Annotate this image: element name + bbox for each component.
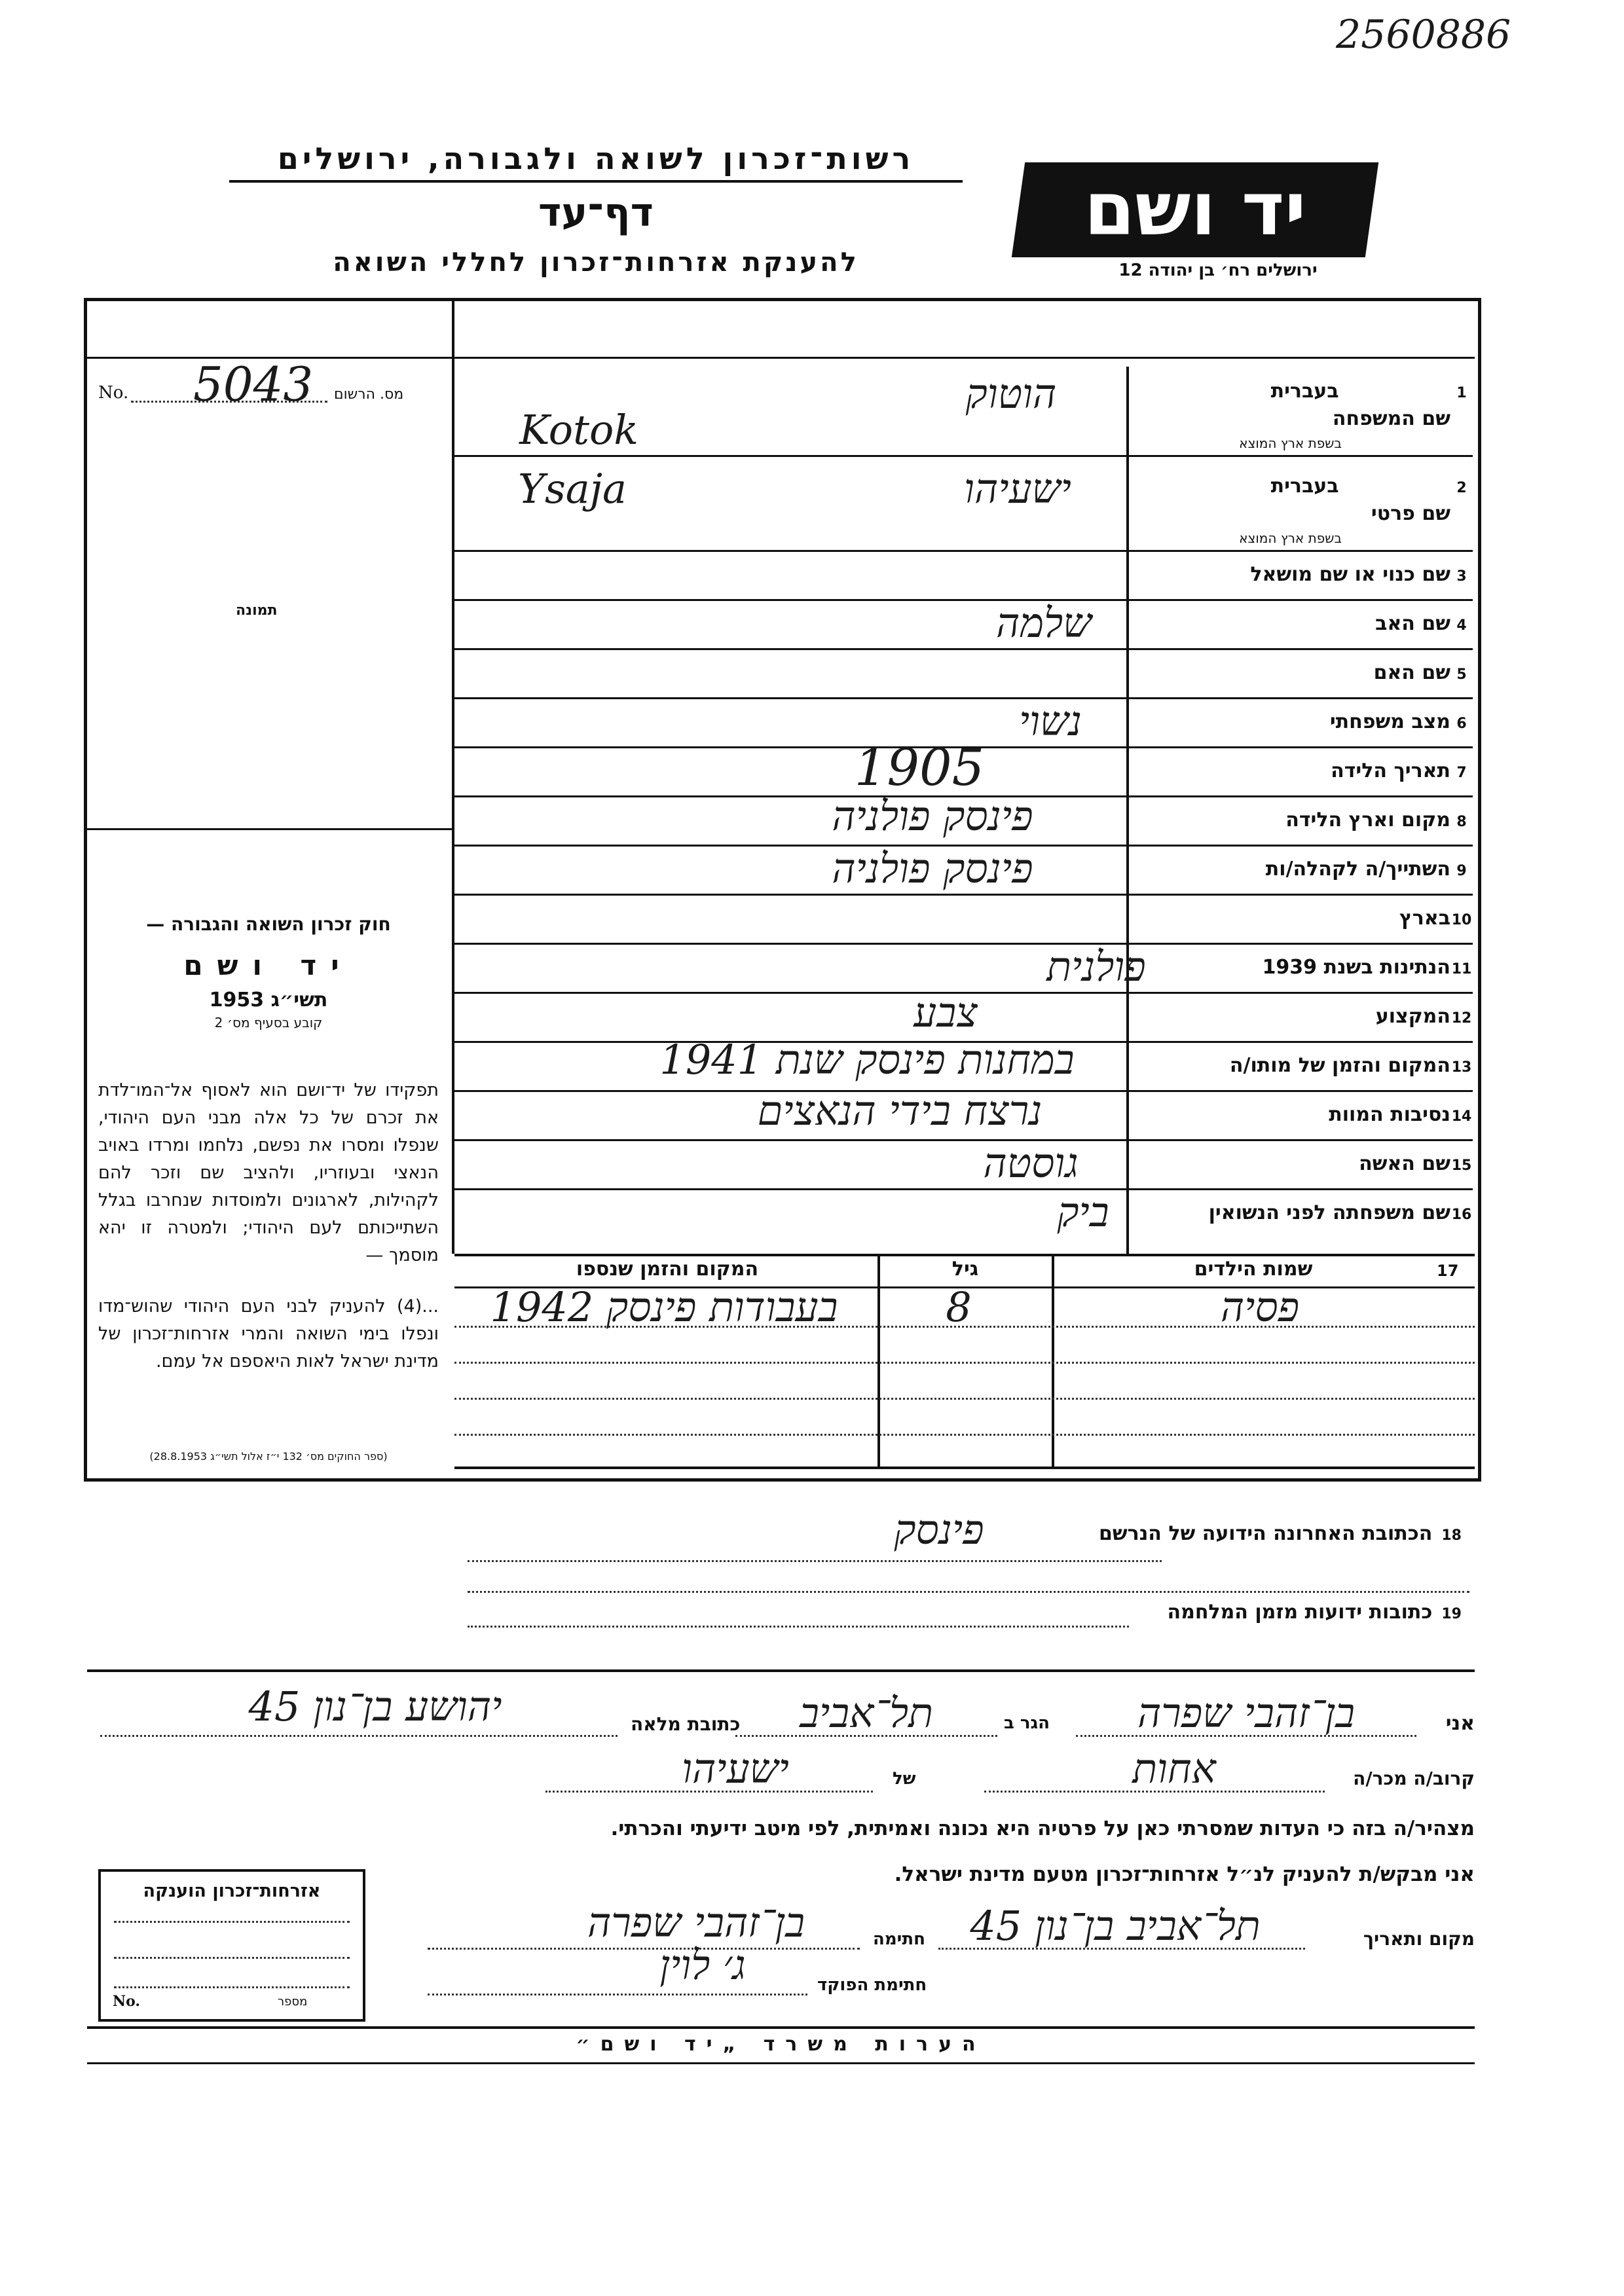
registration-no-label-he: מס. הרשום	[334, 386, 404, 403]
field-18-label: 18הכתובת האחרונה הידועה של הנרשם	[1099, 1522, 1462, 1545]
decl-place-date-label: מקום ותאריך	[1363, 1928, 1475, 1950]
law-source: (ספר החוקים מס׳ 132 י״ז אלול תשי״ג 28.8.1953)	[149, 1450, 388, 1463]
field-2-value-he: ישעיהו	[964, 465, 1071, 513]
field-5-label: 5שם האם	[1373, 661, 1467, 684]
form-title: דף־עד	[538, 190, 654, 236]
decl-place-date: תל־אביב בן־נון 45	[970, 1902, 1261, 1950]
addresses-area	[454, 1470, 1475, 1653]
decl-full-address-label: כתובת מלאה	[631, 1713, 741, 1735]
decl-signature-label: חתימה	[873, 1929, 925, 1949]
field-18-value: פינסק	[894, 1506, 984, 1554]
field-1-sub-local: בשפת ארץ המוצא	[1239, 435, 1342, 451]
decl-relation: אחות	[1132, 1745, 1216, 1793]
form-subtitle: להענקת אזרחות־זכרון לחללי השואה	[333, 247, 859, 278]
field-13-value: במחנות פינסק שנת 1941	[659, 1036, 1075, 1084]
field-2-sub-local: בשפת ארץ המוצא	[1239, 530, 1342, 546]
field-1-label: 1 בעברית	[1270, 380, 1467, 403]
field-1-title: שם המשפחה	[1332, 407, 1450, 430]
field-7-value: 1905	[854, 738, 985, 797]
decl-signature: בן־זהבי שפרה	[587, 1899, 805, 1946]
law-clause: קובע בסעיף מס׳ 2	[214, 1015, 323, 1030]
logo-address: ירושלים רח׳ בן יהודה 12	[1118, 261, 1318, 280]
field-17-num: 17	[1437, 1262, 1459, 1280]
field-13-label: 13המקום והזמן של מותו/ה	[1229, 1054, 1472, 1077]
field-8-label: 8מקום וארץ הלידה	[1285, 809, 1467, 831]
field-1-value-local: Kotok	[519, 406, 638, 454]
child-1-place: בעבודות פינסק 1942	[490, 1283, 838, 1331]
citizenship-box	[98, 1869, 365, 2022]
decl-of-name: ישעיהו	[682, 1745, 789, 1793]
decl-of-label: של	[893, 1769, 916, 1789]
field-11-value: פולנית	[1046, 943, 1146, 991]
decl-city: תל־אביב	[800, 1689, 933, 1737]
field-2-value-local: Ysaja	[518, 465, 627, 513]
photo-bottom-line	[87, 828, 452, 830]
field-15-label: 15שם האשה	[1359, 1152, 1472, 1175]
field-12-label: 12המקצוע	[1375, 1005, 1472, 1028]
decl-resides-label: הגר ב	[1004, 1713, 1050, 1733]
field-14-label: 14נסיבות המוות	[1329, 1103, 1472, 1126]
header-underline	[229, 180, 963, 183]
field-3-label: 3שם כנוי או שם מושאל	[1250, 563, 1467, 586]
decl-statement-1: מצהיר/ה בזה כי העדות שמסרתי כאן על פרטיה היא נכונה ואמיתית, לפי מיטב ידיעתי והכרתי.	[610, 1817, 1475, 1840]
law-paragraph-2: ...(4) להעניק לבני העם היהודי שהוש־מדו ונפלו בימי השואה והמרי אזרחות־זכרון של מדינת ישראל לאות היאספם אל עמם.	[98, 1296, 439, 1372]
field-2-label: 2 בעברית	[1270, 475, 1467, 498]
field-11-label: 11הנתינות בשנת 1939	[1262, 956, 1472, 979]
authority-name: רשות־זכרון לשואה ולגבורה, ירושלים	[277, 141, 915, 176]
field-16-label: 16שם משפחתה לפני הנשואין	[1208, 1201, 1472, 1224]
law-title: חוק זכרון השואה והגבורה —	[146, 913, 391, 935]
children-col-age: גיל	[951, 1258, 979, 1281]
child-1-age: 8	[946, 1283, 972, 1331]
decl-statement-2: אני מבקש/ת להעניק לנ״ל אזרחות־זכרון מטעם מדינת ישראל.	[894, 1863, 1475, 1886]
law-org: יד ושם	[183, 949, 354, 981]
yad-vashem-logo	[1012, 162, 1378, 257]
citizenship-box-title: אזרחות־זכרון הוענקה	[143, 1881, 321, 1901]
field-19-label: 19כתובות ידועות מזמן המלחמה	[1167, 1601, 1462, 1624]
photo-label: תמונה	[236, 602, 278, 619]
decl-officer-label: חתימת הפוקד	[817, 1975, 927, 1995]
field-7-label: 7תאריך הלידה	[1331, 759, 1467, 782]
registration-no-value: 5043	[193, 357, 314, 412]
office-notes-label: הערות משרד „יד ושם״	[576, 2033, 986, 2056]
field-6-value: נשוי	[1018, 697, 1082, 745]
children-col-names: שמות הילדים	[1194, 1258, 1313, 1281]
field-15-value: גוסטה	[983, 1139, 1079, 1187]
archive-number: 2560886	[1336, 12, 1511, 58]
children-table	[454, 1254, 1475, 1470]
field-4-label: 4שם האב	[1375, 612, 1467, 635]
field-2-title: שם פרטי	[1371, 502, 1450, 525]
fields-area	[454, 367, 1473, 1254]
decl-name: בן־זהבי שפרה	[1137, 1689, 1356, 1737]
field-12-value: צבע	[913, 989, 978, 1036]
citizenship-no-label-he: מספר	[278, 1995, 308, 2009]
field-6-label: 6מצב משפחתי	[1329, 710, 1467, 733]
citizenship-no-label: No.	[113, 1993, 141, 2010]
decl-ani: אני	[1445, 1712, 1475, 1735]
decl-relative-label: קרוב/ה מכר/ה	[1353, 1768, 1475, 1789]
declaration-separator	[87, 1669, 1475, 1672]
field-4-value: שלמה	[996, 599, 1092, 647]
field-16-value: ביק	[1057, 1188, 1109, 1236]
registration-no-label: No.	[98, 383, 129, 403]
children-col-place: המקום והזמן שנספו	[576, 1258, 759, 1281]
law-paragraph-1: תפקידו של יד־ושם הוא לאסוף אל־המו־לדת את זכרם של כל אלה מבני העם היהודי, שנפלו ומסרו את נפשם, נלחמו ומרדו באויב הנאצי ובעוזריו, ולהציב שם וזכר להם לקהילות, לארגונים ולמוסדות שנחרבו בגלל השתייכותם לעם היהודי; ולמטרה זו יהא מוסמך —	[98, 1080, 439, 1266]
field-1-value-he: הוטוק	[965, 370, 1057, 418]
field-14-value: נרצח בידי הנאצים	[757, 1087, 1043, 1135]
decl-officer-signature: ג׳ לוין	[659, 1941, 746, 1989]
law-year: תשי״ג 1953	[209, 989, 328, 1011]
field-9-value: פינסק פולניה	[832, 845, 1033, 892]
decl-full-address: יהושע בן־נון 45	[248, 1683, 502, 1730]
logo-text: יד ושם	[1084, 167, 1306, 252]
child-1-name: פסיה	[1220, 1283, 1300, 1331]
field-9-label: 9השתייך/ה לקהלה/ות	[1265, 858, 1467, 881]
field-8-value: פינסק פולניה	[832, 792, 1033, 840]
field-10-label: 10בארץ	[1399, 907, 1472, 930]
